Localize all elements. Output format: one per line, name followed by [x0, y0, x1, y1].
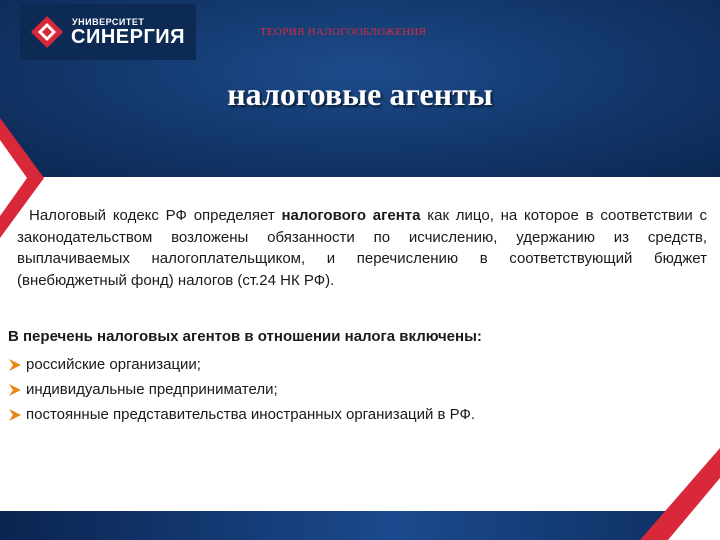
list-item	[8, 402, 708, 427]
definition-paragraph	[17, 205, 707, 291]
logo	[20, 4, 196, 60]
list-item-text: российские организации;	[26, 356, 201, 373]
definition-bold-term: налогового агента	[281, 207, 421, 224]
footer-band	[0, 511, 720, 540]
definition-text-start: Налоговый кодекс РФ определяет	[29, 207, 282, 224]
arrow-bullet-icon	[8, 383, 22, 397]
logo-big-text: СИНЕРГИЯ	[71, 26, 186, 48]
synergy-logo-icon	[30, 15, 64, 49]
list-item-text: индивидуальные предприниматели;	[26, 381, 278, 398]
list-heading: В перечень налоговых агентов в отношении налога включены:	[8, 328, 482, 345]
course-topic: ТЕОРИЯ НАЛОГООБЛОЖЕНИЯ	[260, 26, 427, 38]
list-item	[8, 377, 708, 402]
list-item	[8, 352, 708, 377]
arrow-bullet-icon	[8, 358, 22, 372]
page-title: налоговые агенты	[227, 76, 493, 112]
header-band	[0, 0, 720, 177]
definition-text-end: как лицо, на которое в соответствии с законодательством возложены обязанности по исчислению, удержанию из средств, выплачиваемых налогоплательщиком, и перечислению в соответствующий бюджет (внебюджетный фонд) налогов (ст.24 НК РФ).	[17, 207, 707, 289]
right-red-triangle-decor	[640, 448, 720, 540]
agents-list	[8, 352, 708, 427]
list-item-text: постоянные представительства иностранных организаций в РФ.	[26, 406, 476, 423]
logo-small-text: УНИВЕРСИТЕТ	[72, 17, 145, 27]
arrow-bullet-icon	[8, 408, 22, 422]
